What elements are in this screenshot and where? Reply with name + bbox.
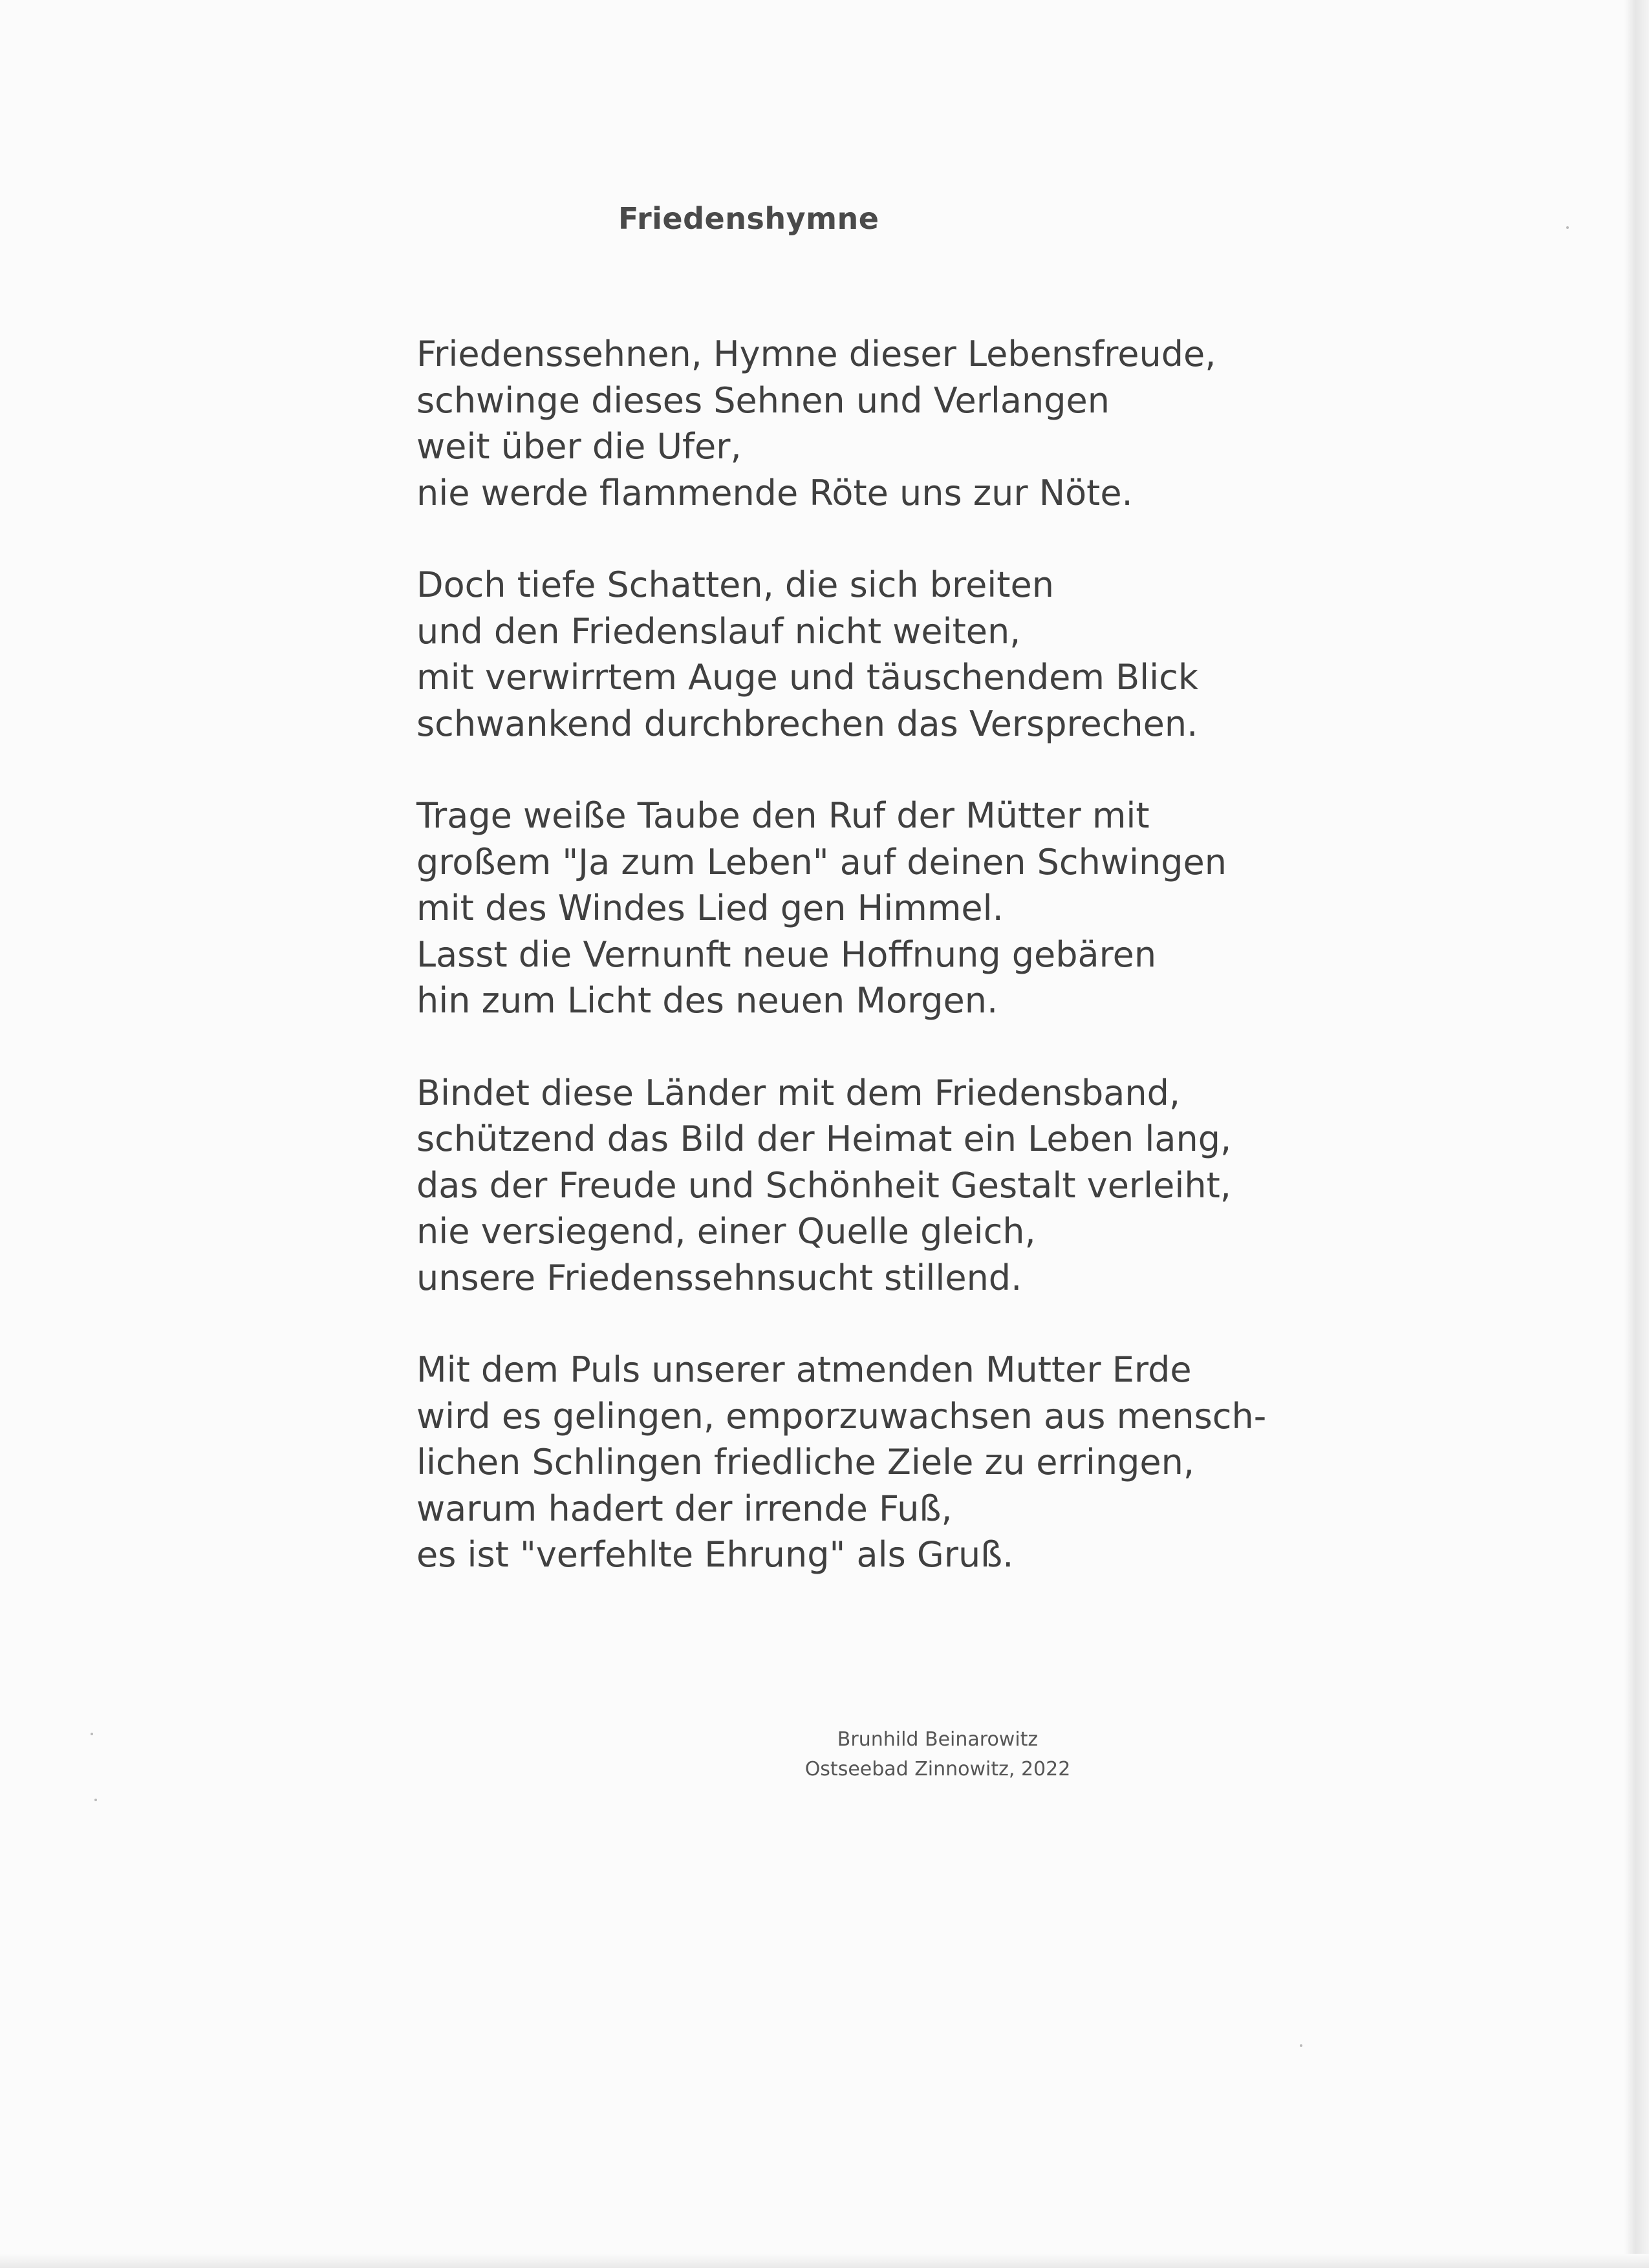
poem-line: mit verwirrtem Auge und täuschendem Blick	[416, 657, 1199, 698]
poem-body	[416, 331, 1266, 1624]
poem-line: Bindet diese Länder mit dem Friedensband,	[416, 1072, 1181, 1113]
signature	[711, 1725, 1164, 1784]
stanza	[416, 331, 1266, 516]
place-date: Ostseebad Zinnowitz, 2022	[804, 1758, 1071, 1781]
poem-line: schwinge dieses Sehnen und Verlangen	[416, 380, 1110, 421]
scan-speck	[91, 1733, 93, 1735]
author-name: Brunhild Beinarowitz	[837, 1728, 1039, 1751]
poem-line: lichen Schlingen friedliche Ziele zu erringen,	[416, 1442, 1195, 1482]
poem-line: und den Friedenslauf nicht weiten,	[416, 610, 1021, 652]
poem-line: nie werde flammende Röte uns zur Nöte.	[416, 472, 1133, 513]
poem-line: großem "Ja zum Leben" auf deinen Schwingen	[416, 841, 1227, 883]
poem-line: schützend das Bild der Heimat ein Leben lang,	[416, 1118, 1232, 1159]
scan-speck	[94, 1799, 97, 1801]
scan-shadow-bottom	[0, 2254, 1649, 2268]
stanza	[416, 1347, 1266, 1578]
poem-line: weit über die Ufer,	[416, 426, 742, 467]
poem-line: das der Freude und Schönheit Gestalt verleiht,	[416, 1164, 1231, 1206]
poem-line: es ist "verfehlte Ehrung" als Gruß.	[416, 1534, 1014, 1575]
poem-line: Trage weiße Taube den Ruf der Mütter mit	[416, 795, 1150, 836]
poem-line: Doch tiefe Schatten, die sich breiten	[416, 564, 1054, 605]
poem-line: nie versiegend, einer Quelle gleich,	[416, 1211, 1036, 1252]
stanza	[416, 793, 1266, 1024]
poem-line: hin zum Licht des neuen Morgen.	[416, 980, 998, 1021]
scan-speck	[1300, 2044, 1302, 2047]
poem-line: wird es gelingen, emporzuwachsen aus mensch-	[416, 1395, 1267, 1437]
poem-line: mit des Windes Lied gen Himmel.	[416, 888, 1004, 928]
stanza	[416, 562, 1266, 747]
scan-shadow-right	[1624, 0, 1649, 2268]
poem-line: schwankend durchbrechen das Versprechen.	[416, 703, 1198, 744]
poem-line: warum hadert der irrende Fuß,	[416, 1488, 953, 1529]
poem-line: unsere Friedenssehnsucht stillend.	[416, 1257, 1022, 1298]
poem-line: Mit dem Puls unserer atmenden Mutter Erde	[416, 1349, 1192, 1390]
poem-line: Lasst die Vernunft neue Hoffnung gebären	[416, 934, 1157, 975]
poem-title: Friedenshymne	[618, 201, 879, 236]
stanza	[416, 1070, 1266, 1301]
poem-line: Friedenssehnen, Hymne dieser Lebensfreude,	[416, 334, 1216, 374]
scan-speck	[1566, 226, 1569, 229]
